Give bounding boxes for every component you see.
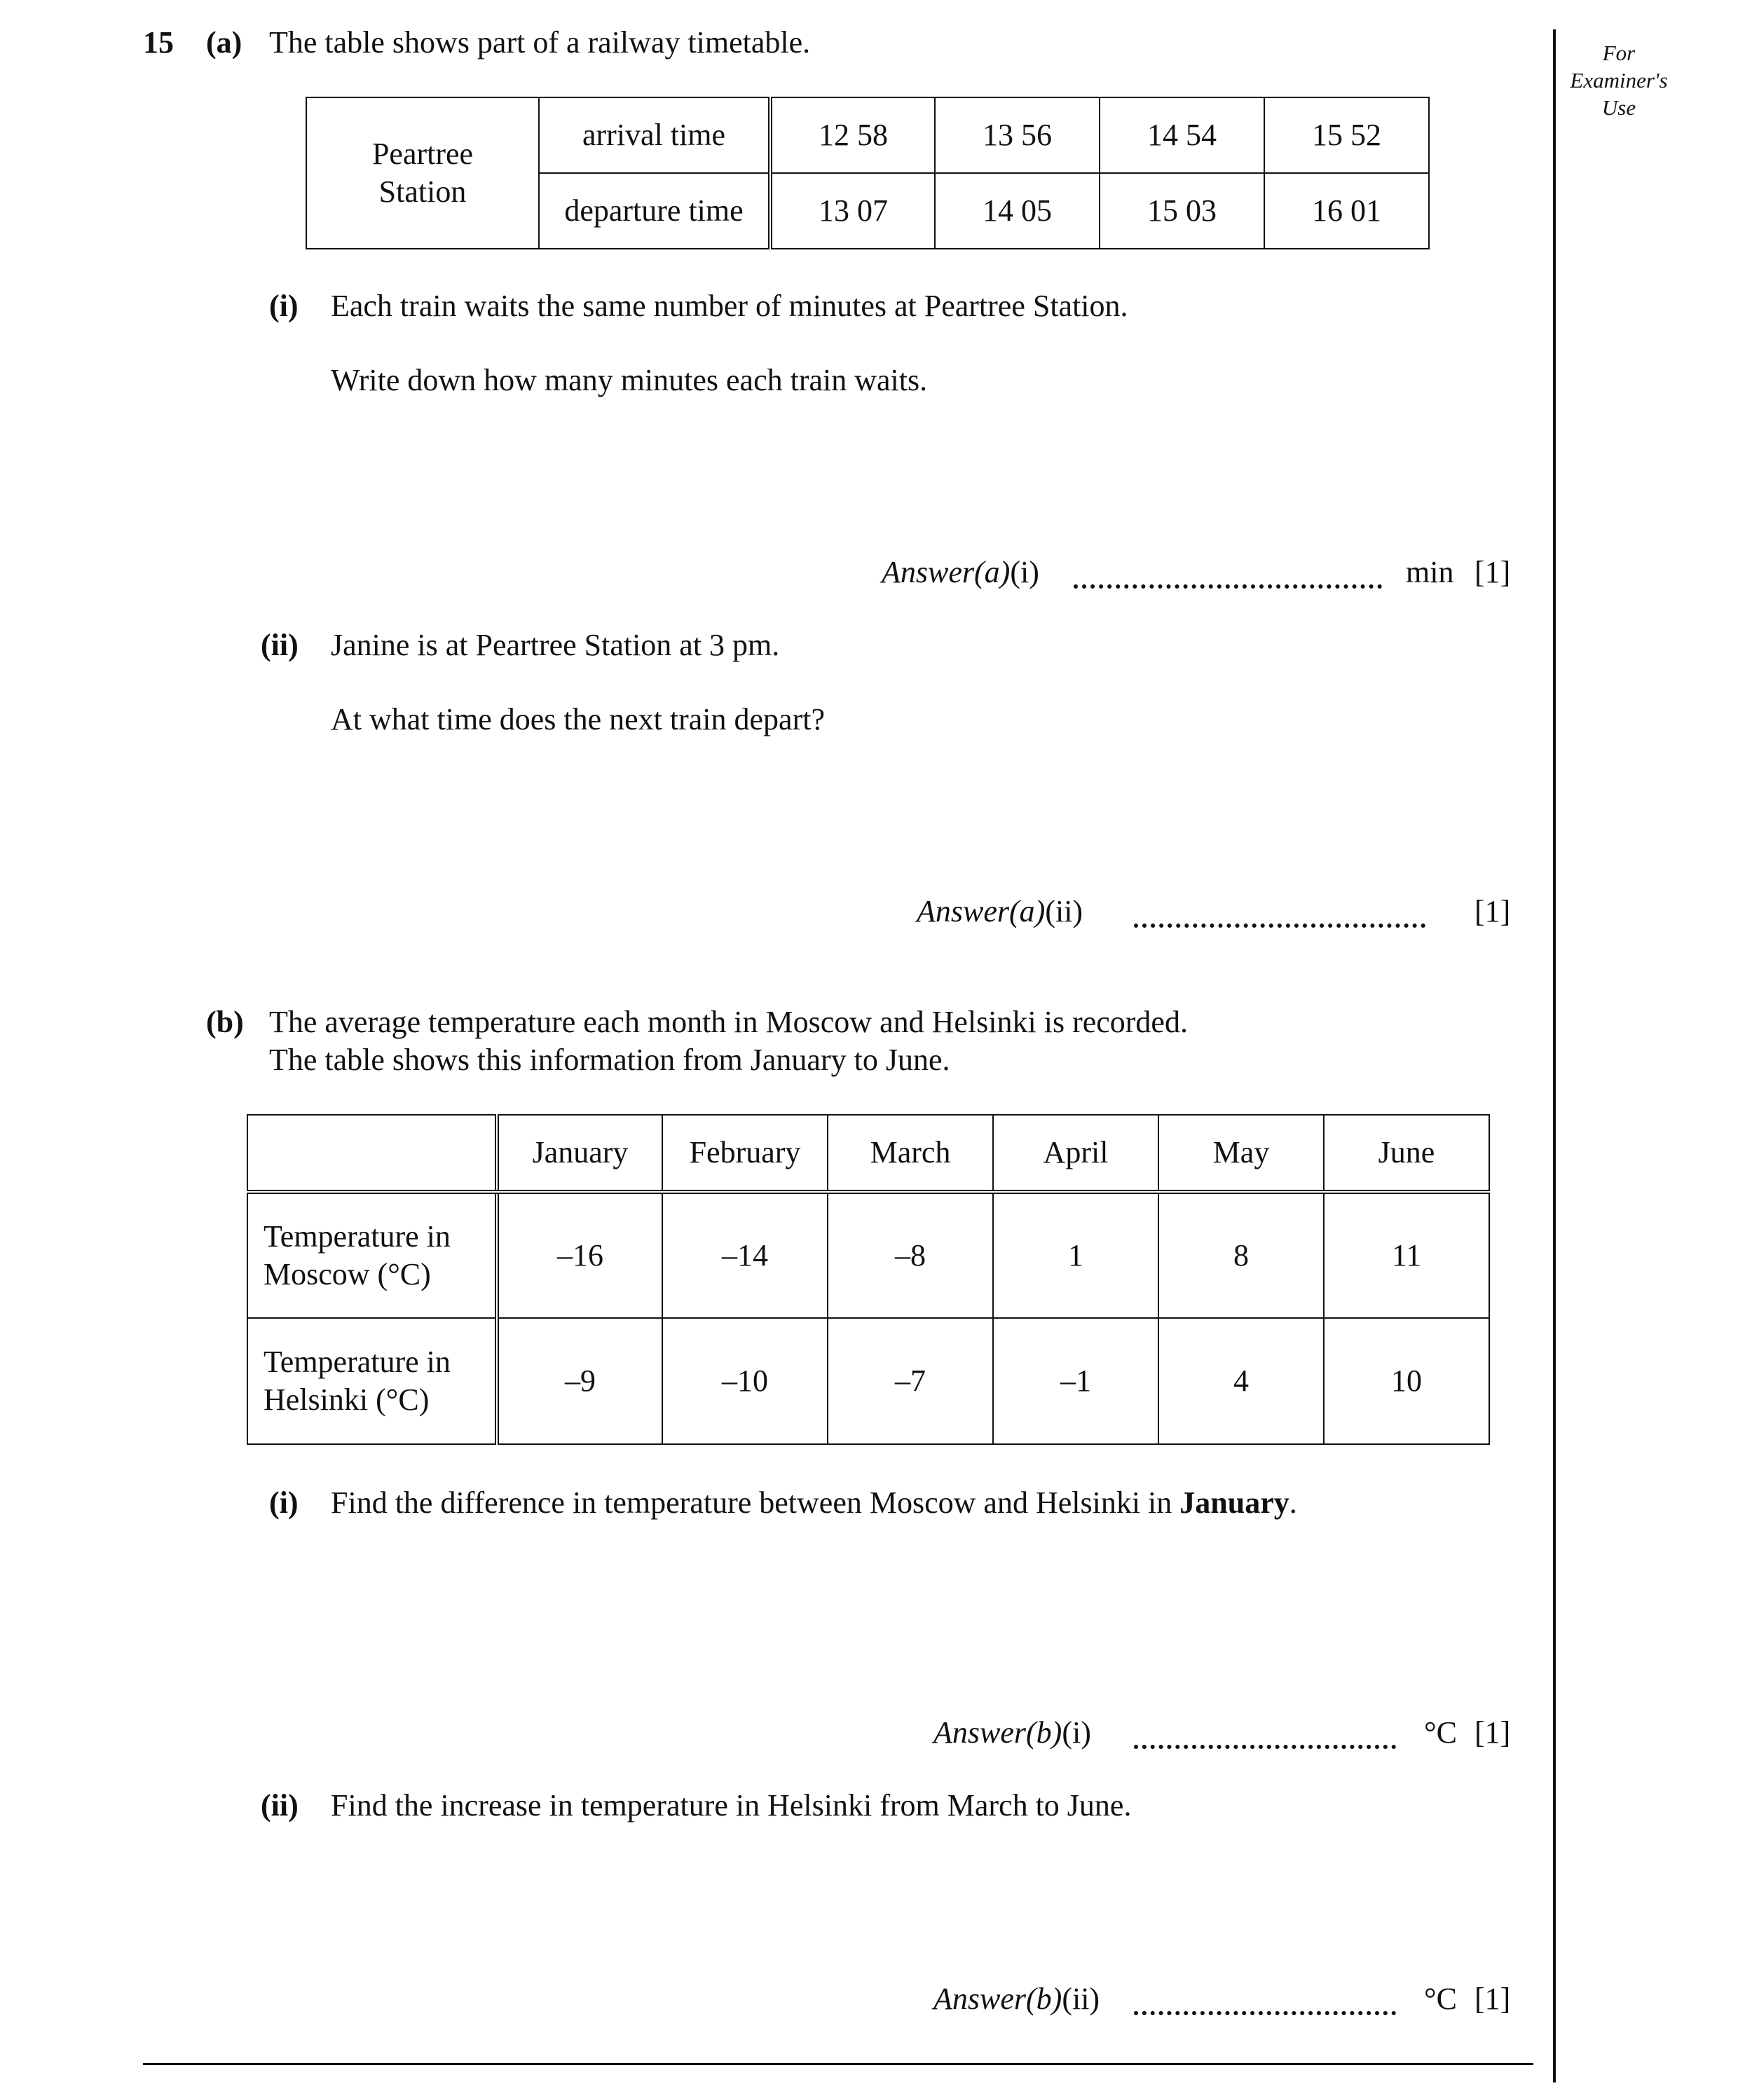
answer-label-italic: Answer(a): [882, 555, 1011, 589]
answer-a-ii-marks: [1]: [1474, 894, 1511, 928]
departure-time-cell: 15 03: [1100, 173, 1264, 249]
part-b-i-text: [331, 1484, 1297, 1522]
temperature-cell: –7: [828, 1318, 993, 1444]
row-label-line-2: Helsinki (°C): [264, 1382, 430, 1417]
departure-time-cell: 14 05: [935, 173, 1100, 249]
month-header: March: [828, 1115, 993, 1192]
answer-label-italic: Answer(b): [933, 1982, 1062, 2016]
month-header: January: [497, 1115, 662, 1192]
moscow-row: [247, 1192, 1489, 1318]
month-header: April: [993, 1115, 1158, 1192]
arrival-time-cell: 15 52: [1264, 97, 1429, 173]
examiner-use-line-3: Use: [1601, 95, 1636, 120]
part-a-i-text: Each train waits the same number of minutes at Peartree Station.: [331, 289, 1128, 323]
temperature-cell: 8: [1158, 1192, 1324, 1318]
temperature-cell: 11: [1324, 1192, 1489, 1318]
answer-b-ii-marks: [1]: [1474, 1982, 1511, 2016]
row-label-line-1: Temperature in: [264, 1219, 451, 1254]
arrival-time-cell: 14 54: [1100, 97, 1264, 173]
answer-b-i-label: [933, 1714, 1091, 1752]
row-label-moscow: [247, 1192, 497, 1318]
temperature-cell: –8: [828, 1192, 993, 1318]
station-name-line-2: Station: [378, 174, 467, 209]
month-header: June: [1324, 1115, 1489, 1192]
examiner-margin-rule: [1553, 29, 1556, 2082]
answer-a-ii-field[interactable]: [1134, 924, 1425, 928]
blank-header-cell: [247, 1115, 497, 1192]
departure-time-cell: 16 01: [1264, 173, 1429, 249]
part-b-i-text-bold: January: [1179, 1485, 1289, 1520]
answer-a-i-label: [882, 554, 1039, 591]
temperature-header-row: [247, 1115, 1489, 1192]
month-header: May: [1158, 1115, 1324, 1192]
answer-label-plain: (ii): [1045, 894, 1083, 928]
temperature-cell: 1: [993, 1192, 1158, 1318]
answer-a-i-unit: min: [1406, 555, 1454, 589]
part-b-label: (b): [206, 1005, 244, 1039]
part-a-i-label: (i): [269, 289, 299, 323]
answer-b-i-field[interactable]: [1134, 1745, 1396, 1749]
timetable: [306, 97, 1430, 249]
part-b-intro-2: The table shows this information from January to June.: [269, 1043, 950, 1077]
part-a-intro: The table shows part of a railway timetable.: [269, 25, 811, 60]
question-number: 15: [143, 25, 174, 60]
row-label-departure: departure time: [539, 173, 770, 249]
station-name-line-1: Peartree: [371, 137, 474, 171]
answer-a-i-field[interactable]: [1074, 584, 1382, 589]
part-b-ii-label: (ii): [261, 1788, 299, 1823]
part-b-i-label: (i): [269, 1485, 299, 1520]
part-a-i-prompt: Write down how many minutes each train waits.: [331, 363, 928, 397]
answer-b-i-unit: °C: [1424, 1715, 1457, 1750]
answer-b-ii-unit: °C: [1424, 1982, 1457, 2016]
temperature-cell: –1: [993, 1318, 1158, 1444]
temperature-cell: –16: [497, 1192, 662, 1318]
part-b-intro-1: The average temperature each month in Moscow and Helsinki is recorded.: [269, 1005, 1188, 1039]
answer-label-plain: (i): [1062, 1715, 1091, 1750]
departure-time-cell: 13 07: [770, 173, 935, 249]
examiner-use-label: [1563, 39, 1675, 121]
temperature-cell: –9: [497, 1318, 662, 1444]
part-a-ii-label: (ii): [261, 628, 299, 662]
temperature-cell: 4: [1158, 1318, 1324, 1444]
arrival-time-cell: 12 58: [770, 97, 935, 173]
answer-label-italic: Answer(a): [917, 894, 1046, 928]
examiner-use-line-2: Examiner's: [1570, 68, 1668, 92]
answer-label-italic: Answer(b): [933, 1715, 1062, 1750]
examiner-use-line-1: For: [1602, 41, 1636, 65]
row-label-line-1: Temperature in: [264, 1345, 451, 1379]
helsinki-row: [247, 1318, 1489, 1444]
part-a-ii-prompt: At what time does the next train depart?: [331, 702, 825, 736]
answer-a-i-marks: [1]: [1474, 555, 1511, 589]
row-label-line-2: Moscow (°C): [264, 1257, 431, 1291]
temperature-table: [247, 1114, 1490, 1445]
month-header: February: [662, 1115, 828, 1192]
row-label-helsinki: [247, 1318, 497, 1444]
timetable-row-arrival: [306, 97, 1429, 173]
part-b-i-text-after: .: [1289, 1485, 1297, 1520]
row-label-arrival: arrival time: [539, 97, 770, 173]
bottom-rule: [143, 2063, 1533, 2065]
part-a-ii-text: Janine is at Peartree Station at 3 pm.: [331, 628, 780, 662]
temperature-cell: –14: [662, 1192, 828, 1318]
answer-b-ii-label: [933, 1980, 1100, 2018]
temperature-cell: 10: [1324, 1318, 1489, 1444]
answer-label-plain: (ii): [1062, 1982, 1100, 2016]
answer-a-ii-label: [917, 893, 1083, 931]
part-a-label: (a): [206, 25, 242, 60]
arrival-time-cell: 13 56: [935, 97, 1100, 173]
part-b-i-text-before: Find the difference in temperature between Moscow and Helsinki in: [331, 1485, 1180, 1520]
answer-b-i-marks: [1]: [1474, 1715, 1511, 1750]
answer-b-ii-field[interactable]: [1134, 2011, 1396, 2015]
temperature-cell: –10: [662, 1318, 828, 1444]
part-b-ii-text: Find the increase in temperature in Helsinki from March to June.: [331, 1788, 1132, 1823]
station-cell: [306, 97, 539, 249]
answer-label-plain: (i): [1010, 555, 1039, 589]
